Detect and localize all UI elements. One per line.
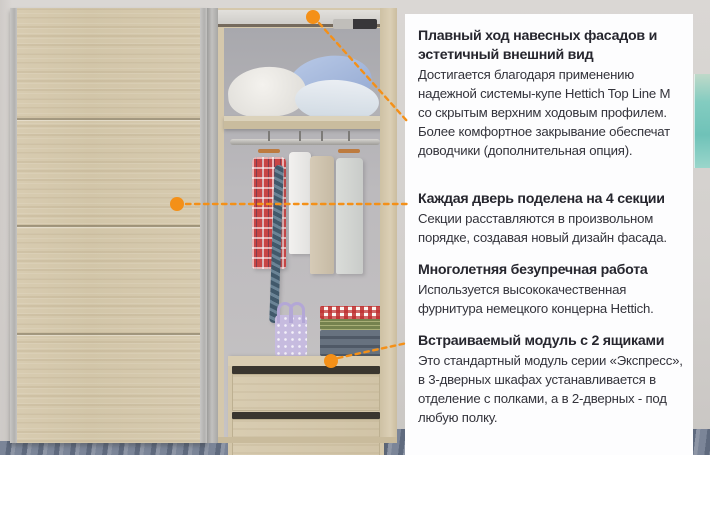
towel-gingham <box>320 306 384 319</box>
door-section-divider <box>17 333 200 335</box>
towels-grey <box>320 330 384 356</box>
drawer-handle <box>232 366 380 374</box>
feature-block-door-sections <box>418 190 687 247</box>
hettich-runner-mechanism <box>333 19 377 29</box>
towel-green <box>320 319 384 330</box>
door-section-divider <box>17 118 200 120</box>
drawer-front <box>232 374 380 411</box>
storage-basket <box>275 315 307 357</box>
sliding-door-closed <box>10 8 207 443</box>
feature-body: Достигается благодаря применению надежной системы-купе Hettich Top Line M со скрытым верхним ходовым профилем. Более комфортное закрывание обеспечат доводчики (дополнительная опция). <box>418 67 671 158</box>
door-aluminum-strip-right <box>200 8 207 443</box>
white-shirt <box>289 152 311 254</box>
door-aluminum-strip-left <box>10 8 17 443</box>
feature-body: Это стандартный модуль серии «Экспресс», в 3-дверных шкафах устанавливается в отделение с полками, а в 2-дверных - под любую полку. <box>418 353 683 425</box>
door-section-divider <box>17 225 200 227</box>
folded-towels-stack <box>320 306 384 356</box>
feature-heading: Плавный ход навесных фасадов и эстетичный внешний вид <box>418 28 658 63</box>
top-shelf <box>224 116 386 129</box>
feature-block-smooth-run <box>418 27 687 160</box>
clothes-rod <box>230 139 380 145</box>
feature-panel <box>405 14 693 455</box>
carcass-side-panel <box>380 8 397 443</box>
feature-body: Используется высококачественная фурнитура немецкого концерна Hettich. <box>418 282 654 316</box>
wooden-hanger <box>338 149 360 153</box>
feature-heading: Встраиваемый модуль с 2 ящиками <box>418 333 665 349</box>
feature-body: Секции расставляются в произвольном порядке, создавая новый дизайн фасада. <box>418 211 667 245</box>
hanger-hook <box>268 131 270 141</box>
feature-block-drawer-module <box>418 332 687 427</box>
drawer-handle <box>232 412 380 419</box>
compartment-interior <box>224 28 380 437</box>
open-compartment <box>218 8 397 443</box>
feature-block-reliability <box>418 261 687 318</box>
feature-heading: Многолетняя безупречная работа <box>418 262 648 278</box>
grey-top <box>336 158 363 274</box>
wooden-hanger <box>258 149 280 153</box>
wall-picture <box>694 74 710 168</box>
hanger-hook <box>299 131 301 141</box>
sliding-door-track <box>207 8 218 443</box>
hanger-hook <box>348 131 350 141</box>
carcass-plinth <box>218 437 397 443</box>
hanger-hook <box>321 131 323 141</box>
feature-heading: Каждая дверь поделена на 4 секции <box>418 191 665 207</box>
beige-coat <box>310 156 334 274</box>
